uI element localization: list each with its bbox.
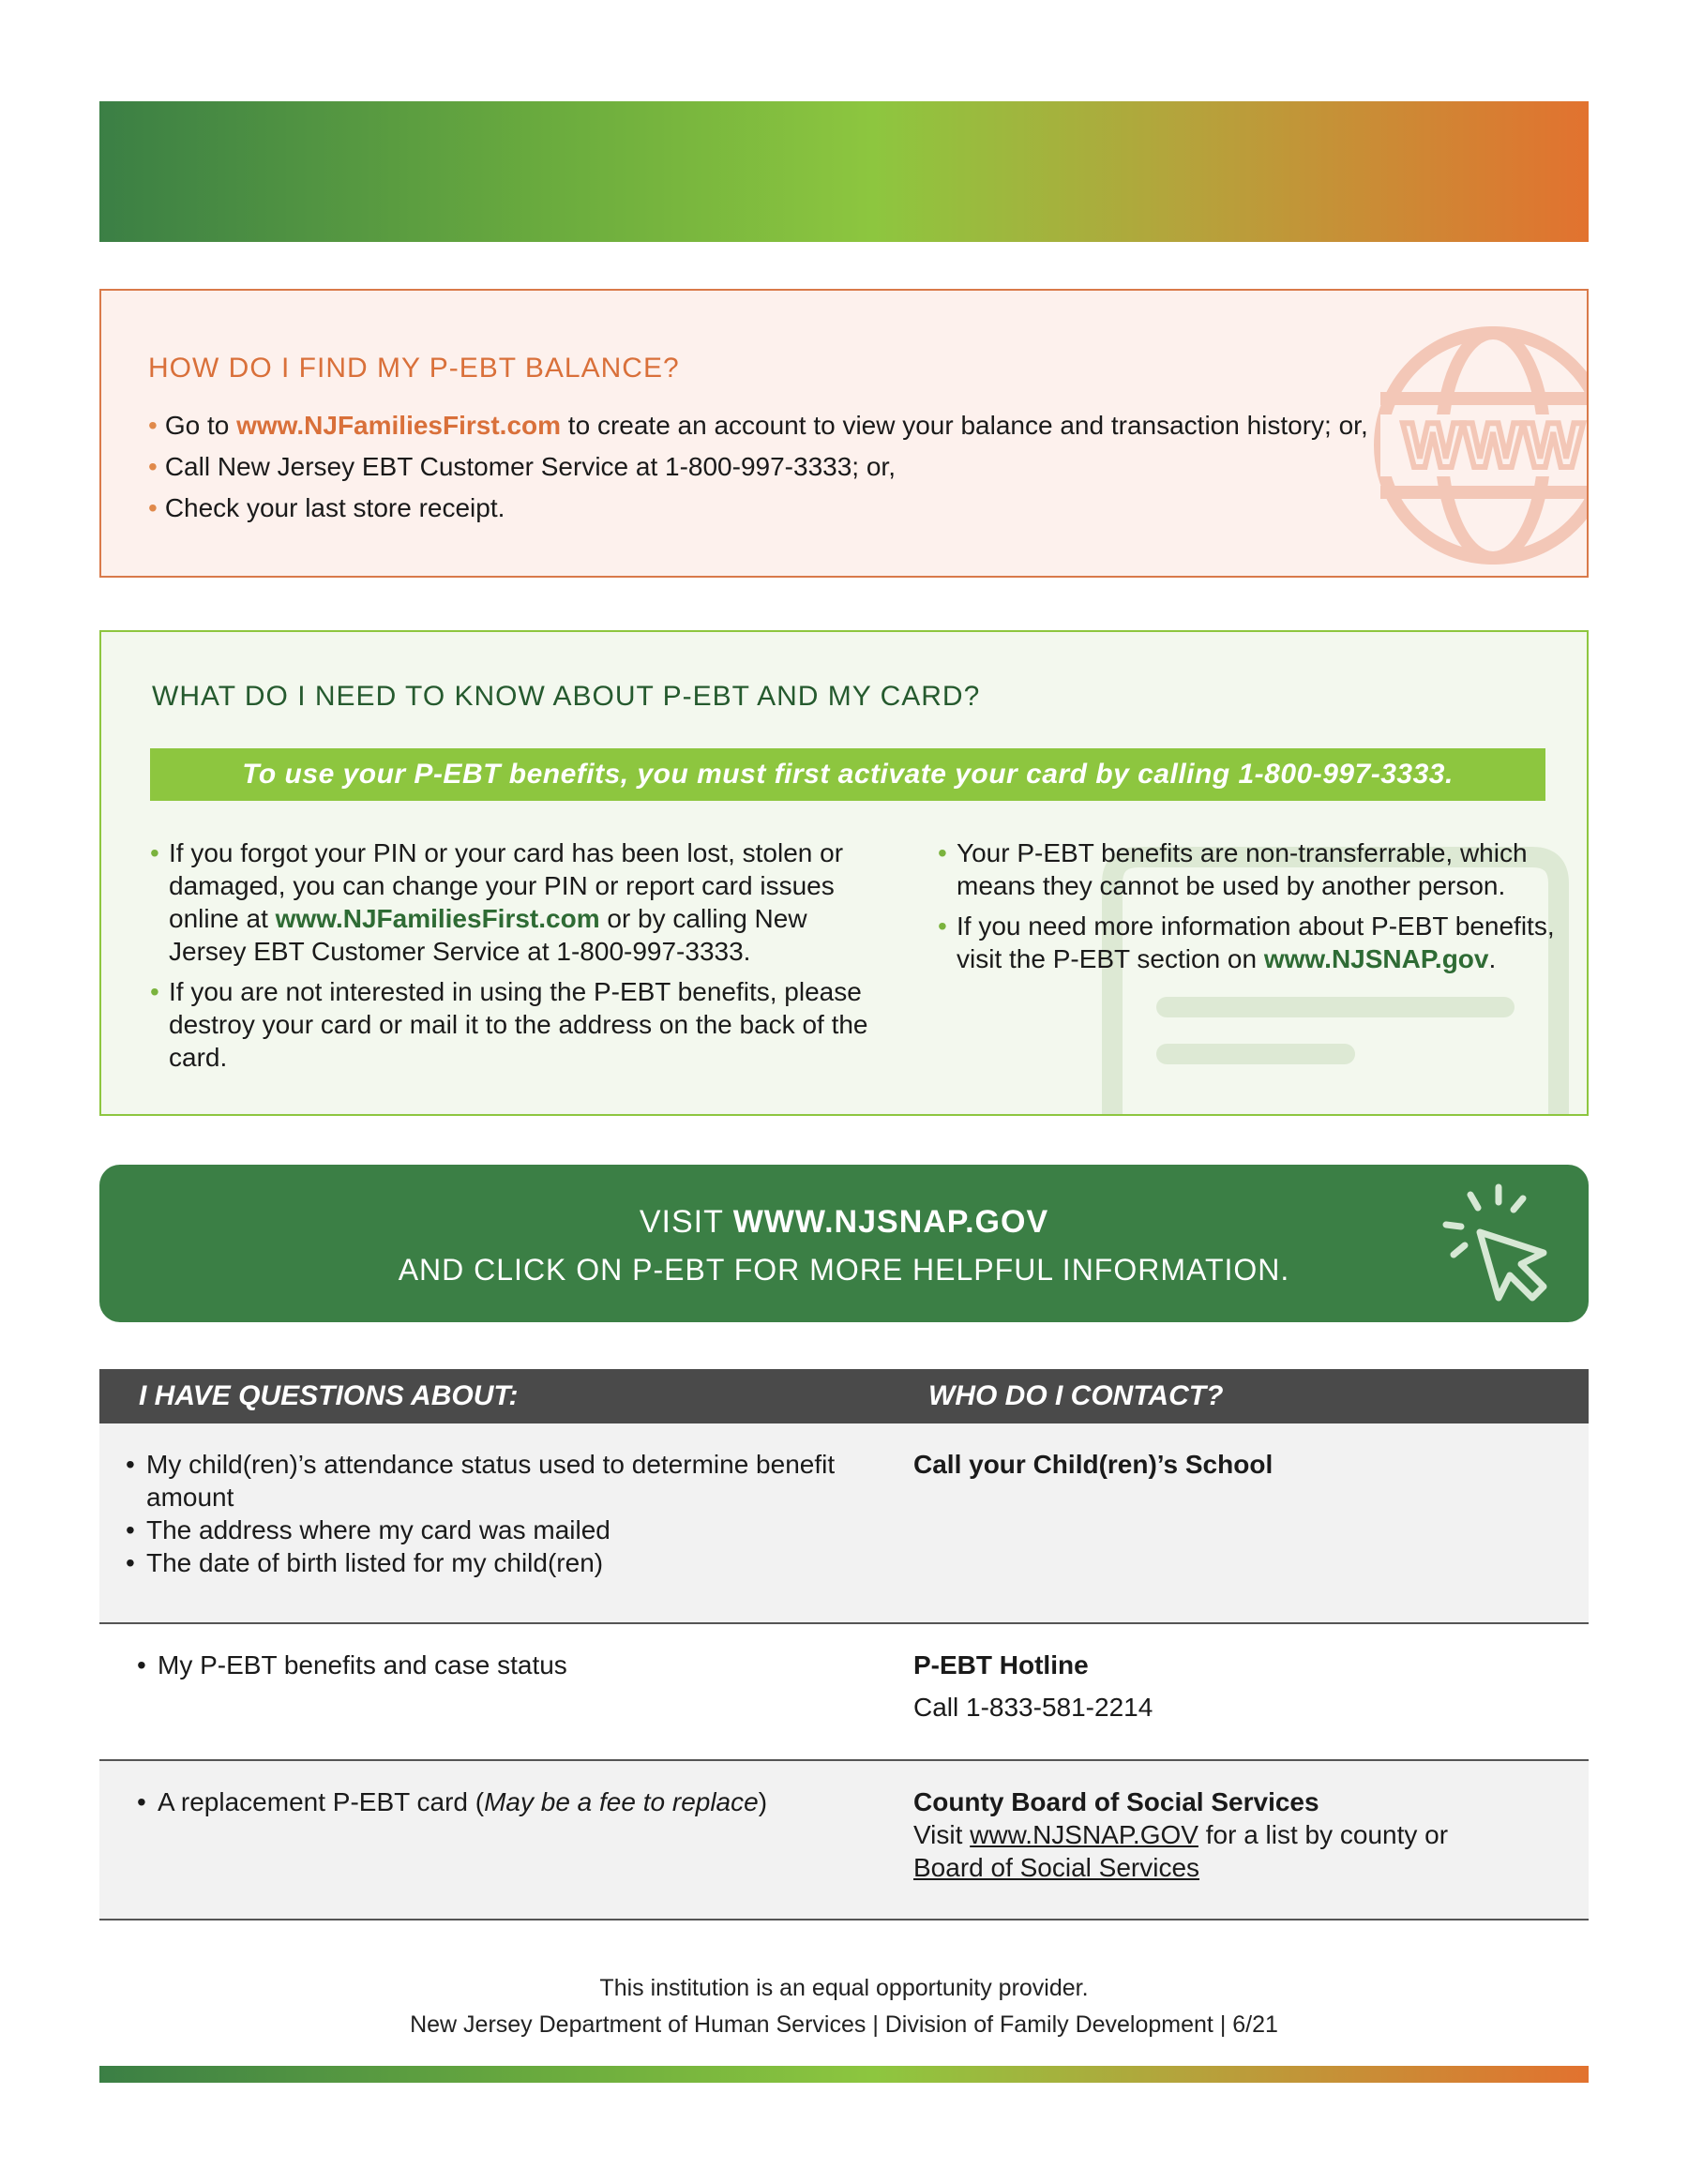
njfamiliesfirst-link[interactable]: www.NJFamiliesFirst.com	[275, 904, 600, 933]
contact-name: P-EBT Hotline	[913, 1650, 1089, 1679]
balance-title: HOW DO I FIND MY P-EBT BALANCE?	[148, 353, 680, 384]
footer-equal-opportunity: This institution is an equal opportunity provider.	[599, 1975, 1089, 2001]
table-header	[99, 1369, 1589, 1423]
globe-www-icon	[1352, 309, 1589, 578]
list-item: • My child(ren)’s attendance status used to determine benefit amount	[126, 1450, 836, 1512]
list-item: • The date of birth listed for my child(ren)	[126, 1548, 604, 1577]
list-item: • Check your last store receipt.	[148, 493, 505, 522]
list-item: • If you forgot your PIN or your card has been lost, stolen or damaged, you can change your PIN or report card issues online at www.NJFamiliesFirst.com or by calling New Jersey EBT Customer Service at 1-800-997-3333.	[150, 838, 844, 966]
question-list	[137, 1649, 868, 1681]
question-list	[137, 1785, 868, 1818]
visit-banner	[99, 1165, 1589, 1322]
table-row	[99, 1624, 1589, 1761]
header-contact: WHO DO I CONTACT?	[928, 1380, 1224, 1411]
list-item: • A replacement P-EBT card (May be a fee to replace)	[137, 1787, 768, 1816]
contact-cell	[913, 1649, 1570, 1724]
njfamiliesfirst-link[interactable]: www.NJFamiliesFirst.com	[236, 411, 562, 440]
contact-table	[99, 1369, 1589, 1920]
header-gradient-bar	[99, 101, 1589, 242]
list-item: • The address where my card was mailed	[126, 1515, 610, 1544]
visit-line-2: AND CLICK ON P-EBT FOR MORE HELPFUL INFORMATION.	[398, 1253, 1290, 1287]
njsnap-gov-link[interactable]: www.NJSNAP.GOV	[970, 1820, 1198, 1849]
list-item: • If you are not interested in using the P-EBT benefits, please destroy your card or mail it to the address on the back of the card.	[150, 977, 868, 1072]
card-info-left-list	[150, 836, 891, 1081]
contact-name: Call your Child(ren)’s School	[913, 1450, 1274, 1479]
card-info-right-list	[938, 836, 1557, 983]
card-section-title: WHAT DO I NEED TO KNOW ABOUT P-EBT AND MY CARD?	[152, 681, 981, 712]
visit-line-1: VISIT WWW.NJSNAP.GOV	[639, 1204, 1049, 1240]
contact-detail: Visit www.NJSNAP.GOV for a list by county or	[913, 1820, 1449, 1849]
footer-department: New Jersey Department of Human Services | Division of Family Development | 6/21	[410, 2011, 1278, 2038]
board-social-services-link[interactable]: Board of Social Services	[913, 1853, 1200, 1882]
question-list	[126, 1448, 857, 1579]
list-item: • If you need more information about P-EBT benefits, visit the P-EBT section on www.NJSNAP.gov.	[938, 911, 1555, 973]
card-info-section	[99, 630, 1589, 1116]
header-questions: I HAVE QUESTIONS ABOUT:	[139, 1380, 519, 1411]
contact-name: County Board of Social Services	[913, 1787, 1319, 1816]
contact-cell	[913, 1785, 1570, 1884]
svg-text:WWW: WWW	[1402, 410, 1584, 481]
list-item: • Your P-EBT benefits are non-transferrable, which means they cannot be used by another person.	[938, 838, 1528, 900]
list-item: • Call New Jersey EBT Customer Service at 1-800-997-3333; or,	[148, 452, 896, 481]
balance-list	[148, 405, 1368, 529]
njsnap-link[interactable]: www.NJSNAP.gov	[1263, 944, 1489, 973]
activation-banner: To use your P-EBT benefits, you must first activate your card by calling 1-800-997-3333.	[150, 748, 1545, 801]
cursor-click-icon	[1425, 1178, 1566, 1309]
balance-section	[99, 289, 1589, 578]
footer-gradient-bar	[99, 2066, 1589, 2083]
njsnap-site-link[interactable]: WWW.NJSNAP.GOV	[732, 1204, 1049, 1240]
table-row	[99, 1761, 1589, 1920]
contact-detail: Call 1-833-581-2214	[913, 1693, 1153, 1722]
contact-cell	[913, 1448, 1570, 1481]
list-item: • My P-EBT benefits and case status	[137, 1650, 567, 1679]
list-item: • Go to www.NJFamiliesFirst.com to create an account to view your balance and transaction history; or,	[148, 411, 1368, 440]
table-row	[99, 1423, 1589, 1624]
